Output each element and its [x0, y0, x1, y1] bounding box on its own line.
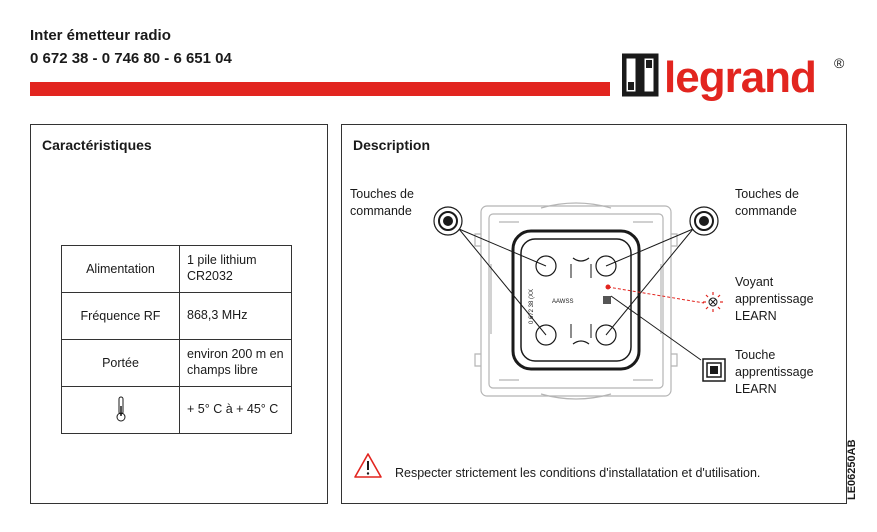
characteristics-title: Caractéristiques	[42, 137, 152, 153]
label-touche: Touche apprentissage LEARN	[735, 348, 814, 396]
characteristics-table	[61, 245, 292, 434]
spec-value: + 5° C à + 45° C	[180, 387, 292, 434]
spec-value: environ 200 m en champs libre	[180, 340, 292, 387]
label-touches-left: Touches de commande	[350, 187, 414, 218]
spec-label: Fréquence RF	[62, 293, 180, 340]
description-title: Description	[353, 137, 431, 153]
table-row	[62, 340, 292, 387]
table-row	[62, 293, 292, 340]
spec-label: Portée	[62, 340, 180, 387]
document-title: Inter émetteur radio	[30, 27, 171, 44]
table-row	[62, 387, 292, 434]
command-button-icon-right	[690, 207, 718, 235]
legrand-logo	[622, 50, 852, 104]
warning-icon	[355, 454, 381, 477]
spec-value: 1 pile lithium CR2032	[180, 246, 292, 293]
label-voyant: Voyant apprentissage LEARN	[735, 275, 814, 323]
document-reference: LE06250AB	[846, 439, 858, 500]
logo-registered: ®	[834, 55, 845, 71]
red-header-bar	[30, 82, 610, 96]
label-touches-right: Touches de commande	[735, 187, 799, 218]
device-diagram	[341, 124, 847, 504]
command-button-icon-left	[434, 207, 462, 235]
device-ref-text: 0 672 38 (XX	[529, 288, 535, 324]
spec-value: 868,3 MHz	[180, 293, 292, 340]
characteristics-panel	[30, 124, 328, 504]
thermometer-icon	[115, 396, 127, 422]
table-row	[62, 246, 292, 293]
spec-icon-cell	[62, 387, 180, 434]
logo-wordmark: legrand	[664, 53, 816, 102]
warning-text: Respecter strictement les conditions d'installatation et d'utilisation.	[395, 466, 761, 480]
learn-button-icon	[703, 359, 725, 381]
product-references: 0 672 38 - 0 746 80 - 6 651 04	[30, 50, 232, 67]
led-icon	[703, 292, 723, 312]
learn-button-dot	[603, 296, 611, 304]
device-model-text: AAWSS	[552, 299, 574, 305]
spec-label: Alimentation	[62, 246, 180, 293]
